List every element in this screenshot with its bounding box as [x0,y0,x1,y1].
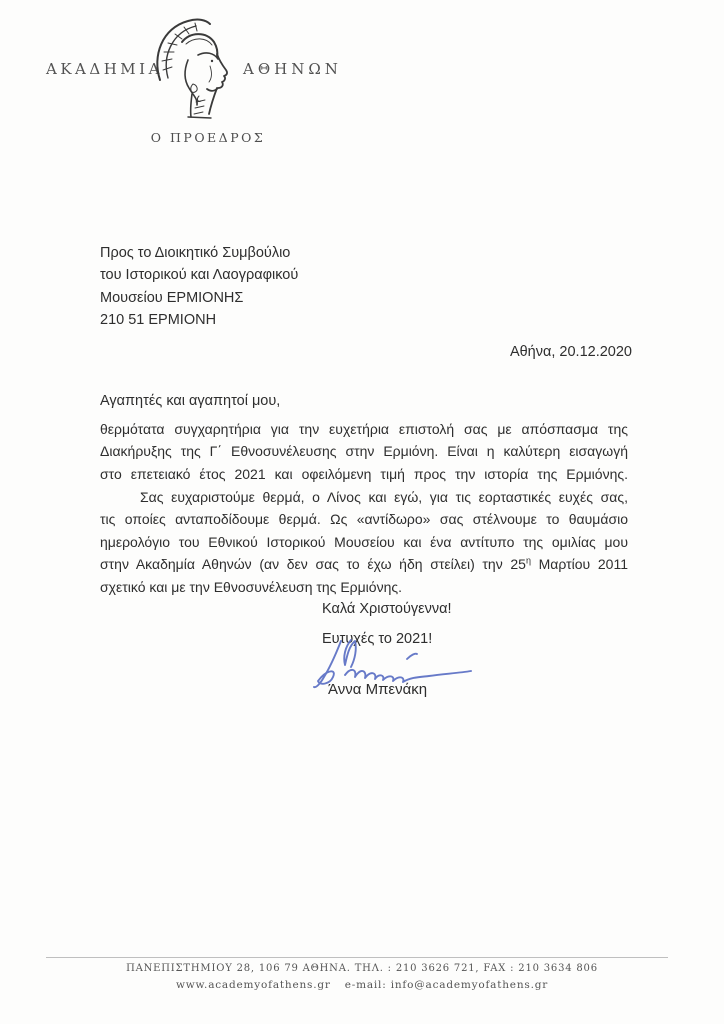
body-paragraph-1 [100,418,628,485]
recipient-line: Μουσείου ΕΡΜΙΟΝΗΣ [100,289,244,306]
body-paragraph-2 [100,486,628,598]
recipient-address [100,242,298,332]
recipient-line: 210 51 ΕΡΜΙΟΝΗ [100,312,217,329]
closing-wish-newyear: Ευτυχές το 2021! [322,631,433,647]
footer-contacts [0,979,724,991]
footer-email: info@academyofathens.gr [390,979,549,991]
athena-head-emblem [148,14,240,120]
salutation: Αγαπητές και αγαπητοί μου, [100,393,281,409]
date-line: Αθήνα, 20.12.2020 [509,344,632,360]
body-line: στο επετειακό έτος 2021 και οφειλόμενη τιμή προς την ιστορία της Ερμιόνης. [100,465,628,482]
footer-address: ΠΑΝΕΠΙΣΤΗΜΙΟΥ 28, 106 79 ΑΘΗΝΑ. ΤΗΛ. : 210 3626 721, FAX : 210 3634 806 [126,963,598,974]
body-line: Σας ευχαριστούμε θερμά, ο Λίνος και εγώ, για τις εορταστικές ευχές σας, [140,489,628,505]
body-line: θερμότατα συγχαρητήρια για την ευχετήρια επιστολή σας με απόσπασμα της [100,421,628,437]
body-line: σχετικό και με την Εθνοσυνέλευση της Ερμιόνης. [100,578,403,595]
recipient-line: Προς το Διοικητικό Συμβούλιο [100,245,291,261]
body-line-post: Μαρτίου 2011 [530,556,628,573]
recipient-line: του Ιστορικού και Λαογραφικού [100,267,299,284]
footer-website: www.academyofathens.gr [175,979,331,991]
footer-divider [46,957,668,958]
closing-wish-christmas: Καλά Χριστούγεννα! [322,601,452,617]
letterhead-athens-text: ΑΘΗΝΩΝ [243,60,342,78]
body-line: ημερολόγιο του Εθνικού Ιστορικού Μουσείου και ένα αντίτυπο της ομιλίας μου [100,533,628,550]
body-line: τις οποίες ανταποδίδουμε θερμά. Ως «αντίδωρο» σας στέλνουμε το θαυμάσιο [100,511,628,528]
letterhead-president-subtitle: Ο ΠΡΟΕΔΡΟΣ [150,130,266,145]
body-line-pre: στην Ακαδημία Αθηνών (αν δεν σας το έχω ήδη στείλει) την 25 [100,556,526,573]
body-line-with-superscript [100,553,628,575]
signatory-name: Άννα Μπενάκη [328,681,428,698]
letterhead-academy-text: ΑΚΑΔΗΜΙΑ [46,60,163,78]
body-line: Διακήρυξης της Γ΄ Εθνοσυνέλευσης στην Ερμιόνη. Είναι η καλύτερη εισαγωγή [100,443,628,460]
ordinal-superscript: η [525,555,531,566]
footer-email-label: e-mail: [344,979,387,991]
